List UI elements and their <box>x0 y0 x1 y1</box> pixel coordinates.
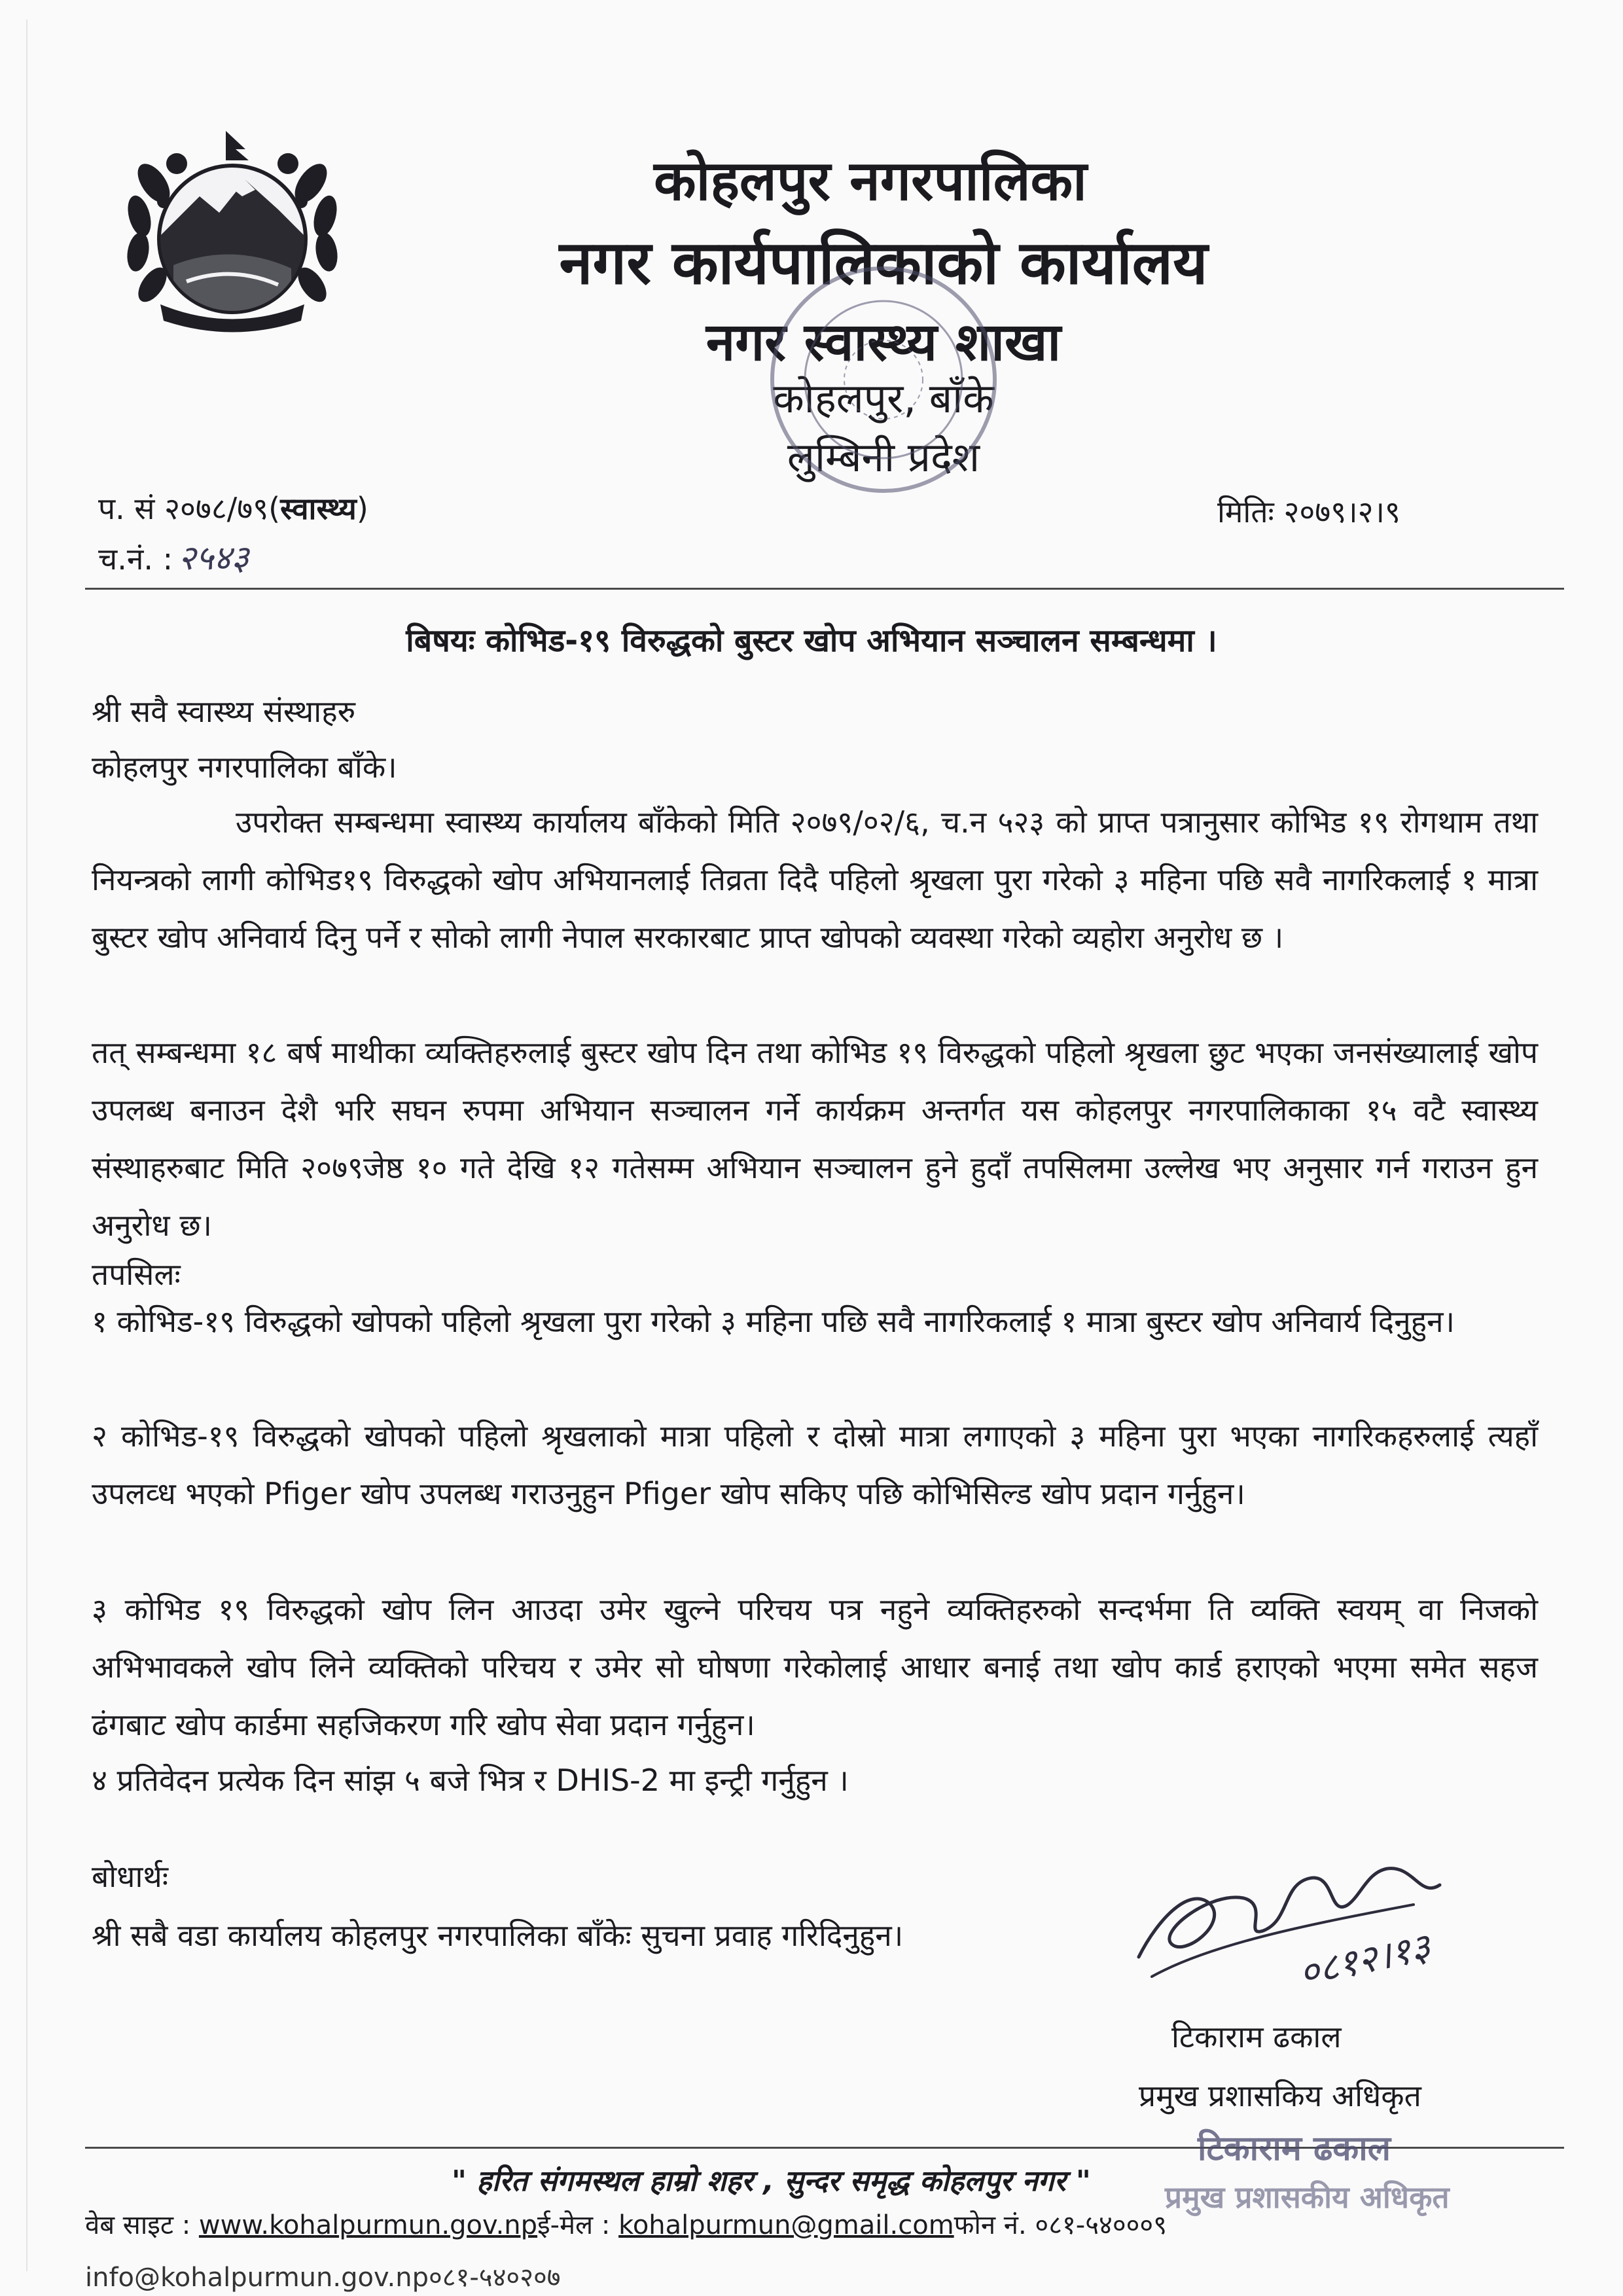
official-stamp-title: प्रमुख प्रशासकीय अधिकृत <box>1165 2179 1450 2215</box>
office-round-stamp-icon <box>759 242 1008 517</box>
municipality-name: कोहलपुर नगरपालिका <box>654 149 1087 213</box>
list-item: ४ प्रतिवेदन प्रत्येक दिन सांझ ५ बजे भित्र र DHIS-2 मा इन्ट्री गर्नुहुन । <box>92 1763 849 1798</box>
office-location: कोहलपुर, बाँके <box>773 374 994 422</box>
website-link[interactable]: www.kohalpurmun.gov.np <box>198 2210 538 2240</box>
addressee-line-2: कोहलपुर नगरपालिका बाँके। <box>92 749 397 785</box>
letter-subject: बिषयः कोभिड-१९ विरुद्धको बुस्टर खोप अभियान सञ्चालन सम्बन्धमा । <box>406 622 1217 659</box>
header-divider <box>85 588 1564 590</box>
office-name: नगर कार्यपालिकाको कार्यालय <box>559 228 1208 298</box>
footer-slogan: " हरित संगमस्थल हाम्रो शहर , सुन्दर समृद्ध कोहलपुर नगर " <box>452 2164 1091 2198</box>
list-item: १ कोभिड-१९ विरुद्धको खोपको पहिलो श्रृखला पुरा गरेको ३ महिना पछि सवै नागरिकलाई १ मात्रा बुस्टर खोप अनिवार्य दिनुहुन। <box>92 1304 1455 1339</box>
footer-contact: वेब साइट : www.kohalpurmun.gov.npई-मेल : kohalpurmun@gmail.comफोन नं. ०८१-५४०००९ <box>85 2210 1168 2240</box>
cc-label: बोधार्थः <box>92 1859 169 1894</box>
dispatch-number: च.नं. : २५४३ <box>98 539 249 578</box>
signature-date: ०८१२।१३ <box>1294 1924 1435 1996</box>
province-name: लुम्बिनी प्रदेश <box>787 433 980 481</box>
signer-name: टिकाराम ढकाल <box>1171 2019 1342 2054</box>
dispatch-number-handwritten: २५४३ <box>178 539 249 578</box>
official-stamp-name: टिकाराम ढकाल <box>1198 2129 1391 2168</box>
handwritten-signature-icon <box>1113 1846 1479 2016</box>
addressee-line-1: श्री सवै स्वास्थ्य संस्थाहरु <box>92 694 356 729</box>
signer-title: प्रमुख प्रशासकिय अधिकृत <box>1139 2078 1421 2113</box>
body-paragraph-2: तत् सम्बन्धमा १८ बर्ष माथीका व्यक्तिहरुलाई बुस्टर खोप दिन तथा कोभिड १९ विरुद्धको पहिलो श्रृखला छुट भएका जनसंख्यालाई खोप उपलब्ध बनाउन देशै भरि सघन रुपमा अभियान सञ्चालन गर्ने कार्यक्रम अन्तर्गत यस कोहलपुर नगरपालिकाका १५ वटै स्वास्थ्य संस्थाहरुबाट मिति २०७९जेष्ठ १० गते देखि १२ गतेसम्म अभियान सञ्चालन हुने हुदाँ तपसिलमा उल्लेख भए अनुसार गर्न गराउन हुन अनुरोध छ। <box>92 1035 1538 1243</box>
phone-number: फोन नं. ०८१-५४०००९ <box>954 2210 1168 2240</box>
body-paragraph-1: उपरोक्त सम्बन्धमा स्वास्थ्य कार्यालय बाँकेको मिति २०७९/०२/६, च.न ५२३ को प्राप्त पत्रानुसार कोभिड १९ रोगथाम तथा नियन्त्रको लागी कोभिड१९ विरुद्धको खोप अभियानलाई तिव्रता दिदै पहिलो श्रृखला पुरा गरेको ३ महिना पछि सवै नागरिकलाई १ मात्रा बुस्टर खोप अनिवार्य दिनु पर्ने र सोको लागी नेपाल सरकारबाट प्राप्त खोपको व्यवस्था गरेको व्यहोरा अनुरोध छ । <box>92 804 1538 955</box>
footer-cut-off-line: info@kohalpurmun.gov.np०८१-५४०२०७ <box>85 2263 561 2293</box>
cc-line: श्री सबै वडा कार्यालय कोहलपुर नगरपालिका बाँकेः सुचना प्रवाह गरिदिनुहुन। <box>92 1918 904 1953</box>
reference-number: प. सं २०७८/७९(स्वास्थ्य) <box>98 491 368 526</box>
tapsil-label: तपसिलः <box>92 1257 181 1292</box>
list-item: २ कोभिड-१९ विरुद्धको खोपको पहिलो श्रृखलाको मात्रा पहिलो र दोस्रो मात्रा लगाएको ३ महिना पुरा भएका नागरिकहरुलाई त्यहाँ उपलव्ध भएको Pfiger खोप उपलब्ध गराउनुहुन Pfiger खोप सकिए पछि कोभिसिल्ड खोप प्रदान गर्नुहुन। <box>92 1418 1538 1511</box>
list-item: ३ कोभिड १९ विरुद्धको खोप लिन आउदा उमेर खुल्ने परिचय पत्र नहुने व्यक्तिहरुको सन्दर्भमा ति व्यक्ति स्वयम् वा निजको अभिभावकले खोप लिने व्यक्तिको परिचय र उमेर सो घोषणा गरेकोलाई आधार बनाई तथा खोप कार्ड हराएको भएमा समेत सहज ढंगबाट खोप कार्डमा सहजिकरण गरि खोप सेवा प्रदान गर्नुहुन। <box>92 1592 1538 1742</box>
email-link[interactable]: kohalpurmun@gmail.com <box>618 2210 954 2240</box>
branch-name: नगर स्वास्थ्य शाखा <box>705 312 1061 372</box>
letter-date: मितिः २०७९।२।९ <box>1217 494 1400 529</box>
